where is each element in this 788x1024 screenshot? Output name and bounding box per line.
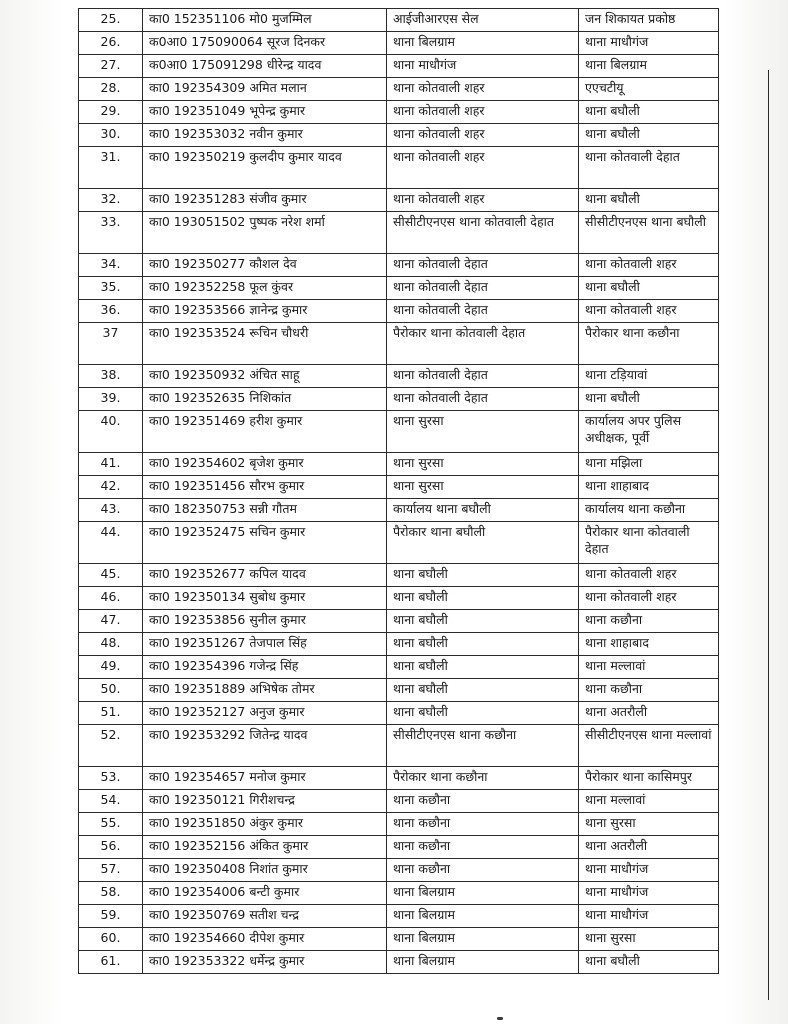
new-posting-cell: थाना बिलग्राम [579,55,719,78]
constable-name-cell: का0 192350277 कौशल देव [143,254,387,277]
current-posting-cell: थाना कोतवाली शहर [387,189,579,212]
serial-number-cell: 42. [79,476,143,499]
serial-number-cell: 48. [79,633,143,656]
table-row [79,790,719,813]
new-posting-cell: थाना बघौली [579,124,719,147]
current-posting-cell: थाना बिलग्राम [387,951,579,974]
constable-name-cell: का0 192350121 गिरीशचन्द्र [143,790,387,813]
new-posting-cell: थाना टड़ियावां [579,365,719,388]
new-posting-cell: सीसीटीएनएस थाना बघौली [579,212,719,254]
transfer-list-table [78,8,719,974]
serial-number-cell: 27. [79,55,143,78]
new-posting-cell: थाना मल्लावां [579,656,719,679]
new-posting-cell: थाना माधौगंज [579,882,719,905]
serial-number-cell: 54. [79,790,143,813]
serial-number-cell: 26. [79,32,143,55]
table-row [79,564,719,587]
table-row [79,411,719,453]
current-posting-cell: कार्यालय थाना बघौली [387,499,579,522]
serial-number-cell: 57. [79,859,143,882]
constable-name-cell: का0 192354309 अमित मलान [143,78,387,101]
new-posting-cell: थाना बघौली [579,277,719,300]
serial-number-cell: 31. [79,147,143,189]
table-row [79,702,719,725]
constable-name-cell: का0 192351850 अंकुर कुमार [143,813,387,836]
constable-name-cell: का0 192350769 सतीश चन्द्र [143,905,387,928]
table-body [79,9,719,974]
constable-name-cell: का0 192354006 बन्टी कुमार [143,882,387,905]
current-posting-cell: थाना कोतवाली शहर [387,147,579,189]
serial-number-cell: 32. [79,189,143,212]
new-posting-cell: कार्यालय अपर पुलिस अधीक्षक, पूर्वी [579,411,719,453]
serial-number-cell: 43. [79,499,143,522]
constable-name-cell: का0 192353322 धर्मेन्द्र कुमार [143,951,387,974]
current-posting-cell: थाना बघौली [387,679,579,702]
table-row [79,189,719,212]
table-row [79,55,719,78]
new-posting-cell: थाना कछौना [579,610,719,633]
constable-name-cell: का0 192352635 निशिकांत [143,388,387,411]
current-posting-cell: थाना बघौली [387,656,579,679]
constable-name-cell: का0 192351889 अभिषेक तोमर [143,679,387,702]
constable-name-cell: का0 192353856 सुनील कुमार [143,610,387,633]
new-posting-cell: थाना शाहाबाद [579,476,719,499]
constable-name-cell: का0 192353566 ज्ञानेन्द्र कुमार [143,300,387,323]
current-posting-cell: थाना माधौगंज [387,55,579,78]
table-row [79,951,719,974]
new-posting-cell: थाना कोतवाली शहर [579,254,719,277]
current-posting-cell: थाना कछौना [387,790,579,813]
table-row [79,522,719,564]
current-posting-cell: थाना कोतवाली शहर [387,78,579,101]
table-row [79,905,719,928]
constable-name-cell: का0 192351469 हरीश कुमार [143,411,387,453]
serial-number-cell: 45. [79,564,143,587]
constable-name-cell: का0 192352156 अंकित कुमार [143,836,387,859]
current-posting-cell: पैरोकार थाना कछौना [387,767,579,790]
new-posting-cell: थाना अतरौली [579,702,719,725]
new-posting-cell: थाना कोतवाली शहर [579,587,719,610]
serial-number-cell: 56. [79,836,143,859]
serial-number-cell: 39. [79,388,143,411]
new-posting-cell: थाना माधौगंज [579,32,719,55]
constable-name-cell: का0 192351049 भूपेन्द्र कुमार [143,101,387,124]
current-posting-cell: सीसीटीएनएस थाना कछौना [387,725,579,767]
constable-name-cell: का0 192352677 कपिल यादव [143,564,387,587]
constable-name-cell: का0 192351267 तेजपाल सिंह [143,633,387,656]
new-posting-cell: पैरोकार थाना कोतवाली देहात [579,522,719,564]
current-posting-cell: थाना बघौली [387,702,579,725]
new-posting-cell: सीसीटीएनएस थाना मल्लावां [579,725,719,767]
serial-number-cell: 58. [79,882,143,905]
new-posting-cell: थाना बघौली [579,189,719,212]
table-row [79,300,719,323]
serial-number-cell: 46. [79,587,143,610]
current-posting-cell: थाना कोतवाली देहात [387,254,579,277]
table-row [79,388,719,411]
current-posting-cell: थाना बघौली [387,610,579,633]
constable-name-cell: का0 192351456 सौरभ कुमार [143,476,387,499]
serial-number-cell: 44. [79,522,143,564]
constable-name-cell: का0 192352475 सचिन कुमार [143,522,387,564]
constable-name-cell: का0 192354396 गजेन्द्र सिंह [143,656,387,679]
serial-number-cell: 40. [79,411,143,453]
new-posting-cell: थाना मझिला [579,453,719,476]
constable-name-cell: क0आ0 175090064 सूरज दिनकर [143,32,387,55]
current-posting-cell: थाना सुरसा [387,453,579,476]
new-posting-cell: पैरोकार थाना कछौना [579,323,719,365]
new-posting-cell: थाना कोतवाली शहर [579,300,719,323]
current-posting-cell: थाना कोतवाली शहर [387,124,579,147]
table-row [79,836,719,859]
constable-name-cell: क0आ0 175091298 धीरेन्द्र यादव [143,55,387,78]
table-row [79,725,719,767]
constable-name-cell: का0 192352258 फूल कुंवर [143,277,387,300]
table-row [79,499,719,522]
table-row [79,323,719,365]
table-row [79,365,719,388]
table-row [79,882,719,905]
new-posting-cell: थाना बघौली [579,951,719,974]
current-posting-cell: थाना सुरसा [387,411,579,453]
table-row [79,610,719,633]
current-posting-cell: थाना बिलग्राम [387,928,579,951]
serial-number-cell: 29. [79,101,143,124]
current-posting-cell: थाना कछौना [387,836,579,859]
table-row [79,124,719,147]
serial-number-cell: 34. [79,254,143,277]
current-posting-cell: पैरोकार थाना बघौली [387,522,579,564]
serial-number-cell: 28. [79,78,143,101]
new-posting-cell: थाना कछौना [579,679,719,702]
current-posting-cell: थाना बघौली [387,633,579,656]
new-posting-cell: थाना बघौली [579,388,719,411]
new-posting-cell: कार्यालय थाना कछौना [579,499,719,522]
table-row [79,78,719,101]
serial-number-cell: 36. [79,300,143,323]
new-posting-cell: थाना कोतवाली शहर [579,564,719,587]
table-row [79,813,719,836]
current-posting-cell: थाना कोतवाली देहात [387,277,579,300]
table-row [79,101,719,124]
current-posting-cell: थाना कोतवाली देहात [387,365,579,388]
constable-name-cell: का0 192354660 दीपेश कुमार [143,928,387,951]
new-posting-cell: थाना सुरसा [579,928,719,951]
serial-number-cell: 60. [79,928,143,951]
table-row [79,767,719,790]
serial-number-cell: 38. [79,365,143,388]
serial-number-cell: 49. [79,656,143,679]
current-posting-cell: थाना कोतवाली देहात [387,300,579,323]
serial-number-cell: 25. [79,9,143,32]
current-posting-cell: थाना कछौना [387,859,579,882]
current-posting-cell: थाना बिलग्राम [387,905,579,928]
constable-name-cell: का0 192350219 कुलदीप कुमार यादव [143,147,387,189]
table-row [79,587,719,610]
current-posting-cell: थाना बघौली [387,564,579,587]
constable-name-cell: का0 192353292 जितेन्द्र यादव [143,725,387,767]
serial-number-cell: 59. [79,905,143,928]
table-row [79,928,719,951]
constable-name-cell: का0 192351283 संजीव कुमार [143,189,387,212]
new-posting-cell: थाना अतरौली [579,836,719,859]
serial-number-cell: 50. [79,679,143,702]
new-posting-cell: पैरोकार थाना कासिमपुर [579,767,719,790]
serial-number-cell: 35. [79,277,143,300]
table-row [79,453,719,476]
table-row [79,147,719,189]
serial-number-cell: 30. [79,124,143,147]
serial-number-cell: 41. [79,453,143,476]
new-posting-cell: एएचटीयू [579,78,719,101]
current-posting-cell: सीसीटीएनएस थाना कोतवाली देहात [387,212,579,254]
new-posting-cell: थाना मल्लावां [579,790,719,813]
new-posting-cell: थाना सुरसा [579,813,719,836]
constable-name-cell: का0 152351106 मो0 मुजम्मिल [143,9,387,32]
table-row [79,859,719,882]
current-posting-cell: थाना बघौली [387,587,579,610]
current-posting-cell: थाना बिलग्राम [387,32,579,55]
current-posting-cell: आईजीआरएस सेल [387,9,579,32]
current-posting-cell: थाना कछौना [387,813,579,836]
table-row [79,254,719,277]
new-posting-cell: थाना माधौगंज [579,859,719,882]
table-row [79,633,719,656]
constable-name-cell: का0 192350932 अंचित साहू [143,365,387,388]
serial-number-cell: 37 [79,323,143,365]
constable-name-cell: का0 192350134 सुबोध कुमार [143,587,387,610]
constable-name-cell: का0 192354602 बृजेश कुमार [143,453,387,476]
constable-name-cell: का0 193051502 पुष्पक नरेश शर्मा [143,212,387,254]
constable-name-cell: का0 192354657 मनोज कुमार [143,767,387,790]
new-posting-cell: थाना शाहाबाद [579,633,719,656]
table-row [79,9,719,32]
new-posting-cell: थाना माधौगंज [579,905,719,928]
constable-name-cell: का0 192353032 नवीन कुमार [143,124,387,147]
current-posting-cell: पैरोकार थाना कोतवाली देहात [387,323,579,365]
new-posting-cell: थाना बघौली [579,101,719,124]
table-row [79,277,719,300]
serial-number-cell: 53. [79,767,143,790]
serial-number-cell: 51. [79,702,143,725]
new-posting-cell: थाना कोतवाली देहात [579,147,719,189]
table-row [79,212,719,254]
table-row [79,656,719,679]
table-row [79,679,719,702]
constable-name-cell: का0 192353524 रूचिन चौधरी [143,323,387,365]
table-row [79,476,719,499]
serial-number-cell: 52. [79,725,143,767]
page-mark [497,1017,503,1020]
current-posting-cell: थाना कोतवाली देहात [387,388,579,411]
current-posting-cell: थाना सुरसा [387,476,579,499]
current-posting-cell: थाना कोतवाली शहर [387,101,579,124]
constable-name-cell: का0 182350753 सन्नी गौतम [143,499,387,522]
table-row [79,32,719,55]
page-edge-line [768,70,769,1000]
constable-name-cell: का0 192350408 निशांत कुमार [143,859,387,882]
current-posting-cell: थाना बिलग्राम [387,882,579,905]
serial-number-cell: 33. [79,212,143,254]
serial-number-cell: 55. [79,813,143,836]
new-posting-cell: जन शिकायत प्रकोष्ठ [579,9,719,32]
constable-name-cell: का0 192352127 अनुज कुमार [143,702,387,725]
serial-number-cell: 61. [79,951,143,974]
serial-number-cell: 47. [79,610,143,633]
